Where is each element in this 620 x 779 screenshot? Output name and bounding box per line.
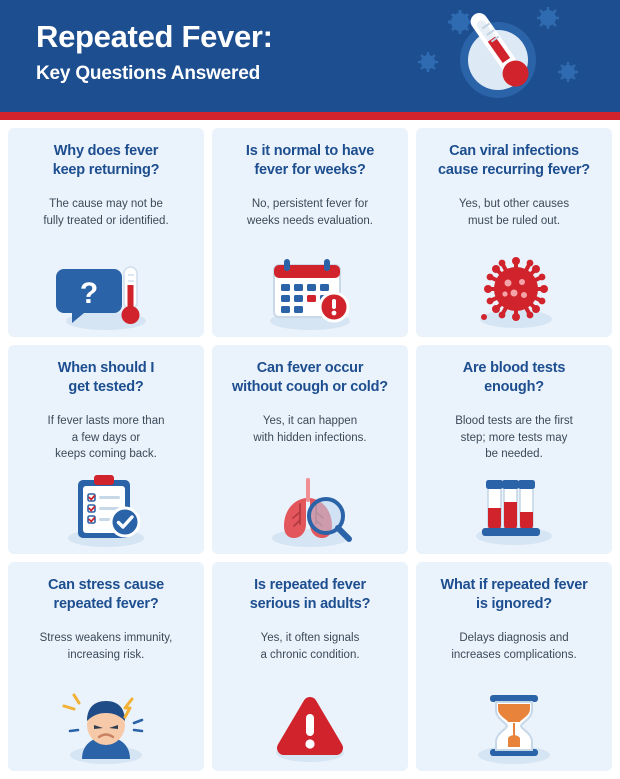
clipboard-checklist-icon <box>8 472 204 548</box>
card-answer: Stress weakens immunity, increasing risk. <box>39 632 173 661</box>
card-question: Are blood tests enough? <box>462 360 566 396</box>
card-fever-for-weeks <box>212 128 408 337</box>
card-viral-infections <box>416 128 612 337</box>
card-question: What if repeated fever is ignored? <box>440 577 588 613</box>
blood-test-tubes-icon <box>416 472 612 548</box>
card-fever-without-cough <box>212 345 408 554</box>
header-accent-rule <box>0 112 620 120</box>
card-answer: Yes, it can happen with hidden infections. <box>253 415 367 444</box>
question-bubble-thermometer-icon <box>8 255 204 331</box>
stressed-person-icon <box>8 689 204 765</box>
page-subtitle: Key Questions Answered <box>36 63 261 85</box>
questions-grid <box>0 120 620 779</box>
page-header <box>0 0 620 112</box>
card-answer: If fever lasts more than a few days or keeps coming back. <box>47 415 165 461</box>
card-question: Can fever occur without cough or cold? <box>232 360 388 396</box>
warning-triangle-icon <box>212 689 408 765</box>
lungs-magnifier-icon <box>212 472 408 548</box>
card-serious-in-adults <box>212 562 408 771</box>
page-title: Repeated Fever: <box>36 19 273 54</box>
card-question: Why does fever keep returning? <box>52 143 160 179</box>
thermometer-virus-icon <box>398 0 598 112</box>
card-answer: Delays diagnosis and increases complications. <box>451 632 577 661</box>
card-stress-cause-fever <box>8 562 204 771</box>
card-answer: No, persistent fever for weeks needs evaluation. <box>247 198 373 227</box>
card-question: Is repeated fever serious in adults? <box>249 577 371 613</box>
header-text-block <box>36 20 273 85</box>
card-question: When should I get tested? <box>57 360 155 396</box>
card-question: Can viral infections cause recurring fever? <box>438 143 590 179</box>
card-why-fever-returning <box>8 128 204 337</box>
calendar-alert-icon <box>212 255 408 331</box>
card-question: Is it normal to have fever for weeks? <box>245 143 375 179</box>
card-answer: The cause may not be fully treated or identified. <box>43 198 169 227</box>
svg-text:?: ? <box>79 277 99 310</box>
card-question: Can stress cause repeated fever? <box>47 577 165 613</box>
card-when-get-tested <box>8 345 204 554</box>
card-answer: Blood tests are the first step; more tests may be needed. <box>455 415 573 461</box>
virus-icon <box>416 255 612 331</box>
hourglass-icon <box>416 689 612 765</box>
card-answer: Yes, but other causes must be ruled out. <box>458 198 570 227</box>
card-answer: Yes, it often signals a chronic condition. <box>260 632 360 661</box>
card-blood-tests-enough <box>416 345 612 554</box>
card-if-ignored <box>416 562 612 771</box>
